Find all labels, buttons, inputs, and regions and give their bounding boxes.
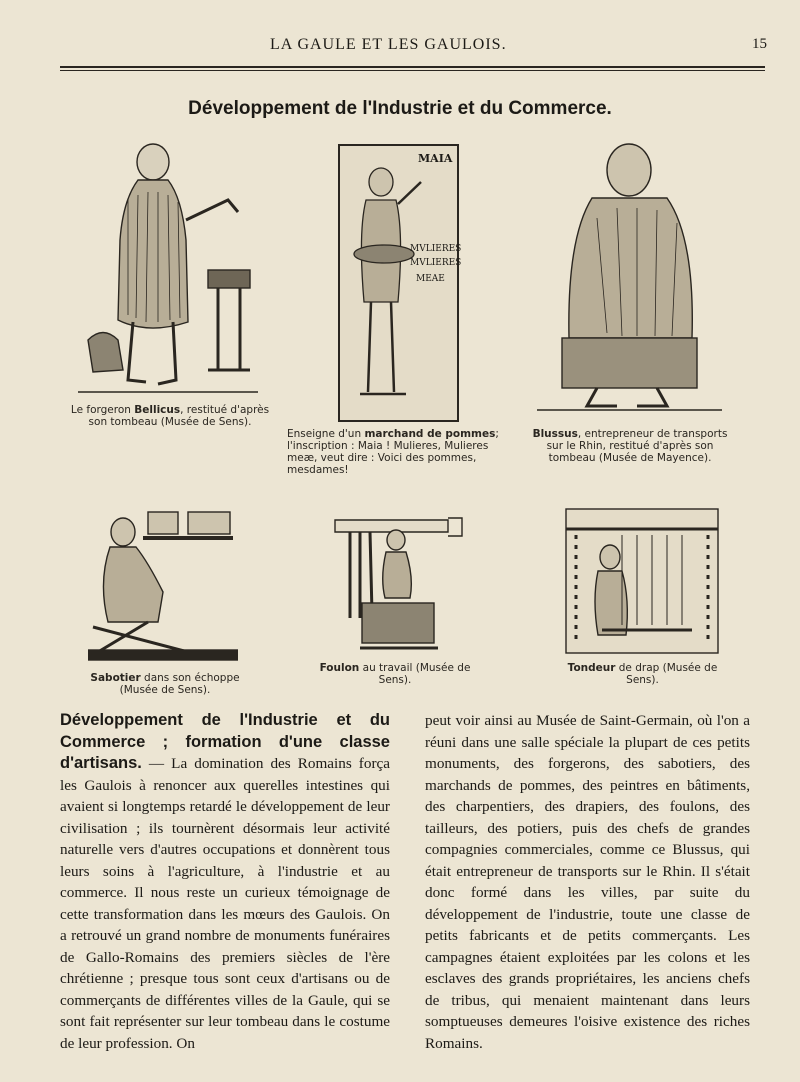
- sabotier-illustration: [88, 502, 238, 662]
- article-column-1: [60, 710, 390, 1054]
- article-lead: Développement de l'Industrie et du Commerce ; formation d'une classe d'artisans.: [60, 711, 390, 772]
- caption-bold: Tondeur: [567, 662, 616, 674]
- caption-marchand-pommes: [287, 428, 512, 476]
- figure-sabotier: [88, 502, 238, 662]
- blussus-illustration: [537, 138, 722, 418]
- figure-foulon: [330, 508, 465, 658]
- header-rule: [60, 66, 765, 68]
- caption-text: dans son échoppe (Musée de Sens).: [119, 672, 240, 696]
- tondeur-illustration: [562, 505, 722, 657]
- article-col1-text: — La domination des Romains força les Gaulois à renoncer aux querelles intestines qui avaient si longtemps retardé le développement de leur civilisation ; ils tournèrent désormais leur activité naturelle vers d'autres occupations et donnèrent tous leurs soins à l'agriculture, à l'industrie et au commerce. Il nous reste un curieux témoignage de cette transformation dans les mœurs des Gaulois. On a retrouvé un grand nombre de monuments funéraires de Gallo-Romains des premiers siècles de l'ère chrétienne ; presque tous sont ceux d'artisans ou de commerçants de différentes villes de la Gaule, qui se sont fait représenter sur leur tombeau dans le costume de leur profession. On: [60, 755, 390, 1052]
- caption-text: au travail (Musée de Sens).: [359, 662, 471, 686]
- caption-tondeur: [555, 662, 730, 686]
- caption-text: , entrepreneur de transports sur le Rhin, restitué d'après son tombeau (Musée de Mayence).: [546, 428, 728, 464]
- page-number: 15: [752, 36, 767, 52]
- caption-text: ; l'inscription : Maia ! Mulieres, Mulieres meæ, veut dire : Voici des pommes, mesdames!: [287, 428, 499, 476]
- article-col2-text: peut voir ainsi au Musée de Saint-Germain, où l'on a réuni dans une salle spéciale la plupart de ces petits monuments, des forgerons, des sabotiers, des marchands de pommes, des peintres en bâtiments, des charpentiers, des drapiers, des foulons, des tailleurs, des potiers, puis des chefs de grandes compagnies commerciales, comme ce Blussus, qui était entrepreneur de transports sur le Rhin. Il s'était donc formé dans les villes, par suite du développement de l'industrie, toute une classe de petits fabricants et de petits commerçants. Les campagnes étaient exploitées par les colons et les esclaves des grands propriétaires, les anciens chefs de tribus, qui menaient maintenant dans leurs somptueuses demeures l'oisive existence des riches Romains.: [425, 712, 750, 1052]
- figure-tondeur: [562, 505, 722, 657]
- caption-forgeron: [70, 404, 270, 428]
- plate-title: Développement de l'Industrie et du Commerce.: [188, 98, 612, 119]
- caption-bold: Bellicus: [134, 404, 181, 416]
- running-head: [0, 36, 800, 58]
- caption-sabotier: [70, 672, 260, 696]
- caption-text: , restitué d'après son tombeau (Musée de Sens).: [88, 404, 270, 428]
- caption-blussus: [530, 428, 730, 464]
- figure-blussus: [537, 138, 722, 418]
- sign-text-meae: MEAE: [416, 274, 445, 284]
- sign-text-mulieres-1: MVLIERES: [410, 244, 462, 254]
- header-rule-thin: [60, 70, 765, 71]
- forgeron-illustration: [78, 140, 258, 400]
- sign-text-maia: MAIA: [418, 152, 453, 165]
- figure-forgeron: [78, 140, 258, 400]
- foulon-illustration: [330, 508, 465, 658]
- caption-bold: Sabotier: [90, 672, 141, 684]
- sign-text-mulieres-2: MVLIERES: [410, 258, 462, 268]
- caption-foulon: [315, 662, 475, 686]
- figure-marchand-pommes: [336, 142, 461, 424]
- caption-text: de drap (Musée de Sens).: [615, 662, 718, 686]
- caption-text: Le forgeron: [70, 404, 135, 416]
- caption-bold: marchand de pommes: [364, 428, 496, 440]
- caption-text: Enseigne d'un: [287, 428, 365, 440]
- running-title: LA GAULE ET LES GAULOIS.: [270, 36, 507, 53]
- caption-bold: Foulon: [319, 662, 360, 674]
- article-column-2: [425, 710, 750, 1054]
- caption-bold: Blussus: [532, 428, 578, 440]
